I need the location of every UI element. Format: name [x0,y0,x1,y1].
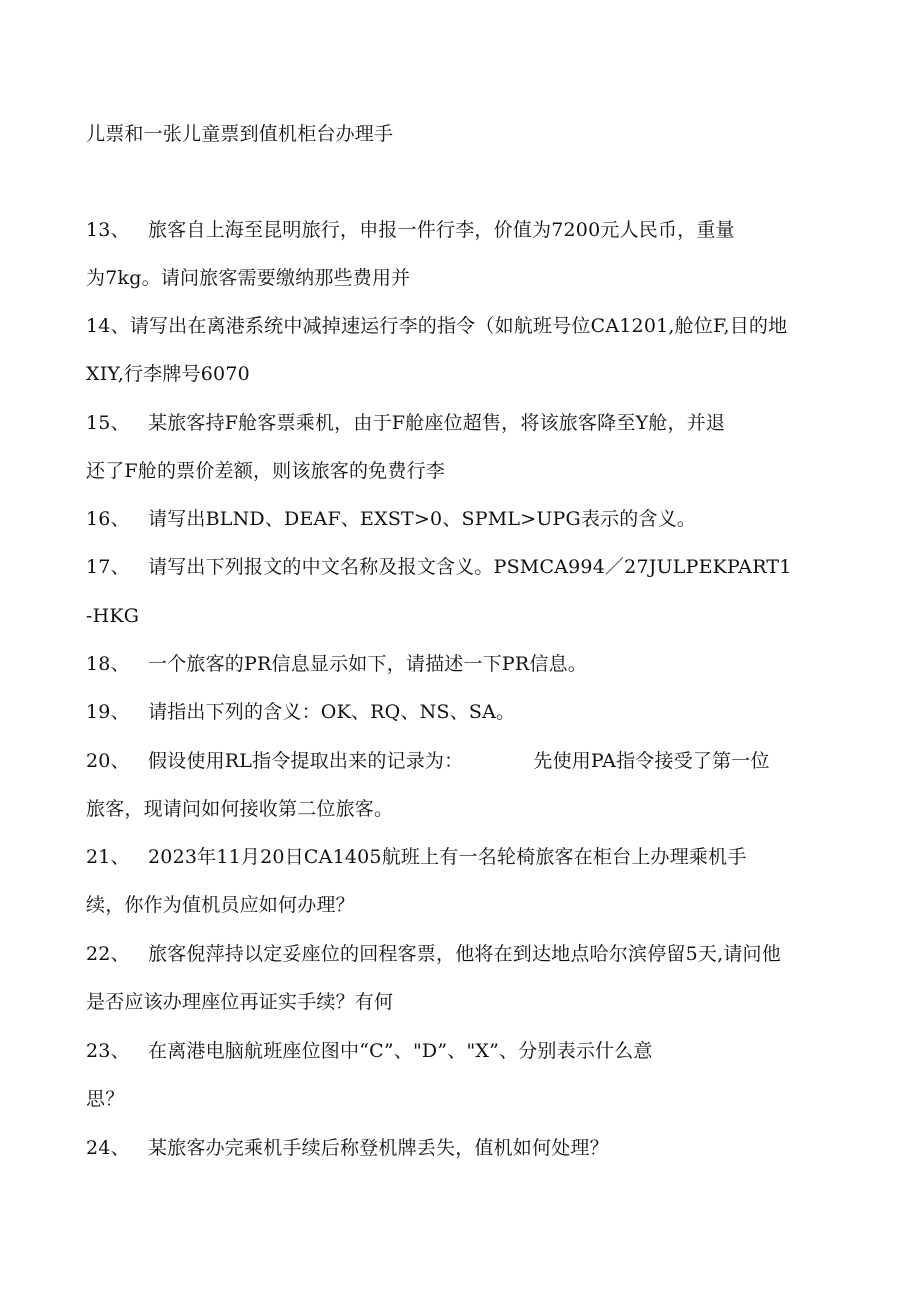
question-number: 21、 [86,846,130,868]
text-line [86,990,393,1014]
question-text: 假设使用RL指令提取出来的记录为： [148,750,464,772]
line-text: 是否应该办理座位再证实手续？有何 [86,991,394,1013]
question-13 [86,218,735,242]
question-14 [86,314,787,338]
line-text: XIY,行李牌号6070 [86,363,250,385]
text-line [86,797,393,821]
question-19 [86,700,515,724]
question-text: 2023年11月20日CA1405航班上有一名轮椅旅客在柜台上办理乘机手 [148,846,747,868]
question-23 [86,1039,653,1063]
question-text: 请指出下列的含义：OK、RQ、NS、SA。 [148,701,516,723]
question-number: 19、 [86,701,130,723]
question-number: 20、 [86,750,130,772]
text-line [86,459,445,483]
text-line [86,604,139,628]
question-20 [86,749,770,773]
line-text: 为7kg。请问旅客需要缴纳那些费用并 [86,267,411,289]
question-22 [86,942,781,966]
question-number: 18、 [86,653,130,675]
question-17 [86,555,792,579]
question-text: 某旅客办完乘机手续后称登机牌丢失，值机如何处理？ [148,1137,609,1159]
text-line [86,362,250,386]
line-text: 续，你作为值机员应如何办理？ [86,894,355,916]
question-number: 15、 [86,412,130,434]
line-text: -HKG [86,605,140,627]
question-number: 22、 [86,943,130,965]
question-text: 一个旅客的PR信息显示如下，请描述一下PR信息。 [148,653,587,675]
question-number: 17、 [86,556,130,578]
question-text: 某旅客持F舱客票乘机，由于F舱座位超售，将该旅客降至Y舱，并退 [148,412,726,434]
text-line [86,893,355,917]
question-text: 旅客自上海至昆明旅行，申报一件行李，价值为7200元人民币，重量 [148,219,735,241]
line-text: 儿票和一张儿童票到值机柜台办理手 [86,123,394,145]
question-text: 14、请写出在离港系统中减掉速运行李的指令（如航班号位CA1201,舱位F,目的地 [86,315,788,337]
question-number: 23、 [86,1040,130,1062]
text-line [86,266,410,290]
line-text: 思？ [86,1088,125,1110]
text-line [86,122,393,146]
question-text: 请写出下列报文的中文名称及报文含义。PSMCA994／27JULPEKPART1 [148,556,792,578]
question-number: 16、 [86,508,130,530]
question-15 [86,411,725,435]
line-text: 旅客，现请问如何接收第二位旅客。 [86,798,394,820]
text-line [86,1087,124,1111]
question-number: 24、 [86,1137,130,1159]
question-24 [86,1136,609,1160]
question-text: 旅客倪萍持以定妥座位的回程客票，他将在到达地点哈尔滨停留5天,请问他 [148,943,781,965]
line-text: 还了F舱的票价差额，则该旅客的免费行李 [86,460,445,482]
question-21 [86,845,747,869]
question-18 [86,652,587,676]
question-text: 请写出BLND、DEAF、EXST>0、SPML>UPG表示的含义。 [148,508,697,530]
question-text: 在离港电脑航班座位图中“C”、"D”、"X”、分别表示什么意 [148,1040,653,1062]
question-16 [86,507,696,531]
question-number: 13、 [86,219,130,241]
question-text-continued: 先使用PA指令接受了第一位 [533,750,770,772]
